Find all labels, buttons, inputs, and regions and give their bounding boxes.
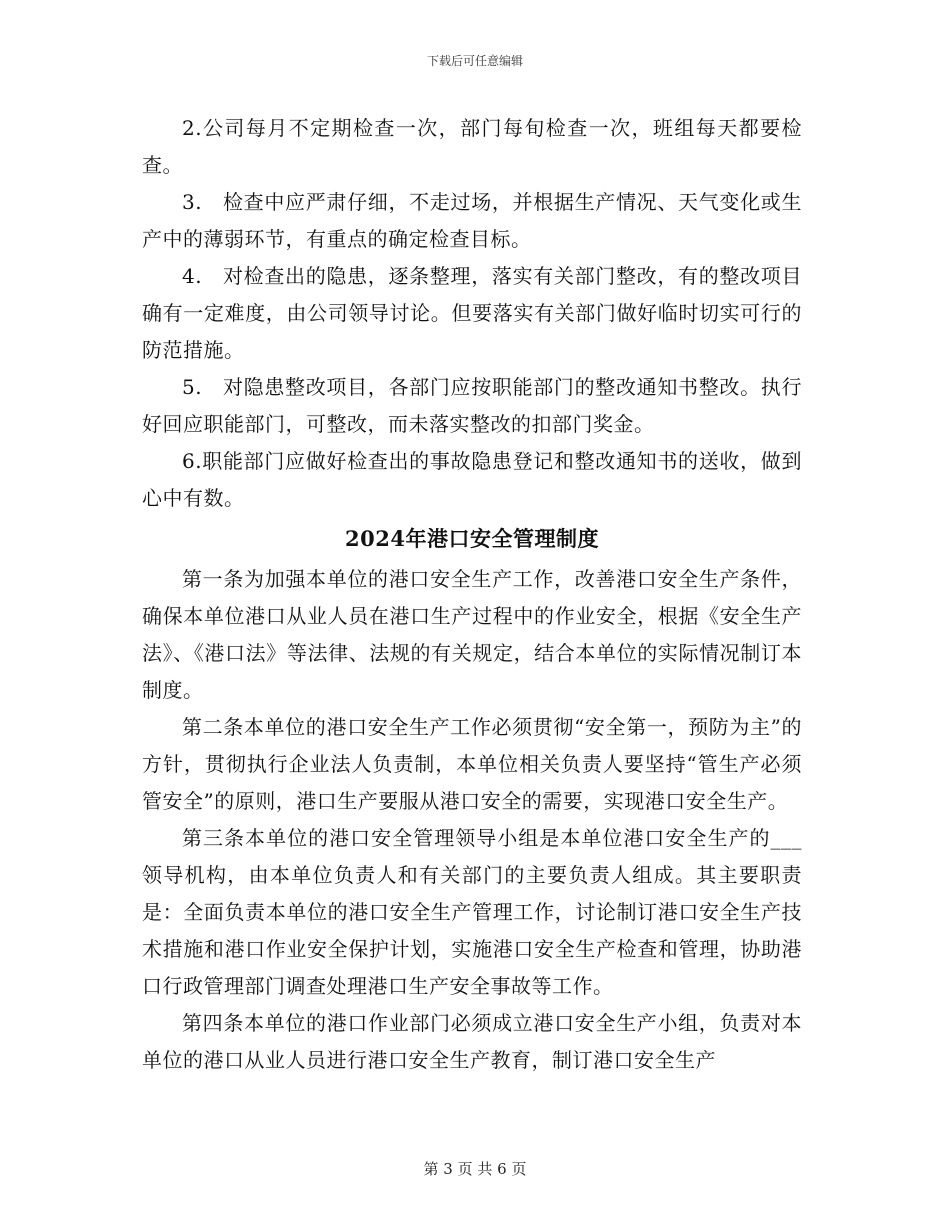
paragraph-item-4: 4. 对检查出的隐患，逐条整理，落实有关部门整改，有的整改项目确有一定难度，由公司领导讨论。但要落实有关部门做好临时切实可行的防范措施。: [142, 264, 802, 362]
paragraph-item-6: 6.职能部门应做好检查出的事故隐患登记和整改通知书的送收，做到心中有数。: [142, 449, 802, 510]
article-4: 第四条本单位的港口作业部门必须成立港口安全生产小组，负责对本单位的港口从业人员进行港口安全生产教育，制订港口安全生产: [142, 1011, 802, 1072]
section-title: 2024年港口安全管理制度: [345, 526, 599, 551]
page-footer: 第 3 页 共 6 页: [423, 1160, 527, 1178]
article-1: 第一条为加强本单位的港口安全生产工作，改善港口安全生产条件，确保本单位港口从业人员在港口生产过程中的作业安全，根据《安全生产法》、《港口法》等法律、法规的有关规定，结合本单位的实际情况制订本制度。: [142, 567, 802, 702]
article-2: 第二条本单位的港口安全生产工作必须贯彻“安全第一，预防为主”的方针，贯彻执行企业法人负责制，本单位相关负责人要坚持“管生产必须管安全”的原则，港口生产要服从港口安全的需要，实现港口安全生产。: [142, 715, 802, 813]
paragraph-item-5: 5. 对隐患整改项目，各部门应按职能部门的整改通知书整改。执行好回应职能部门，可整改，而未落实整改的扣部门奖金。: [142, 375, 802, 436]
document-body: [142, 110, 802, 1079]
page-header: 下载后可任意编辑: [426, 54, 523, 68]
article-3: 第三条本单位的港口安全管理领导小组是本单位港口安全生产的___领导机构，由本单位负责人和有关部门的主要负责人组成。其主要职责是：全面负责本单位的港口安全生产管理工作，讨论制订港口安全生产技术措施和港口作业安全保护计划，实施港口安全生产检查和管理，协助港口行政管理部门调查处理港口生产安全事故等工作。: [142, 826, 802, 998]
paragraph-item-3: 3. 检查中应严肃仔细，不走过场，并根据生产情况、天气变化或生产中的薄弱环节，有重点的确定检查目标。: [142, 190, 802, 251]
paragraph-item-2: 2.公司每月不定期检查一次，部门每旬检查一次，班组每天都要检查。: [142, 116, 802, 177]
